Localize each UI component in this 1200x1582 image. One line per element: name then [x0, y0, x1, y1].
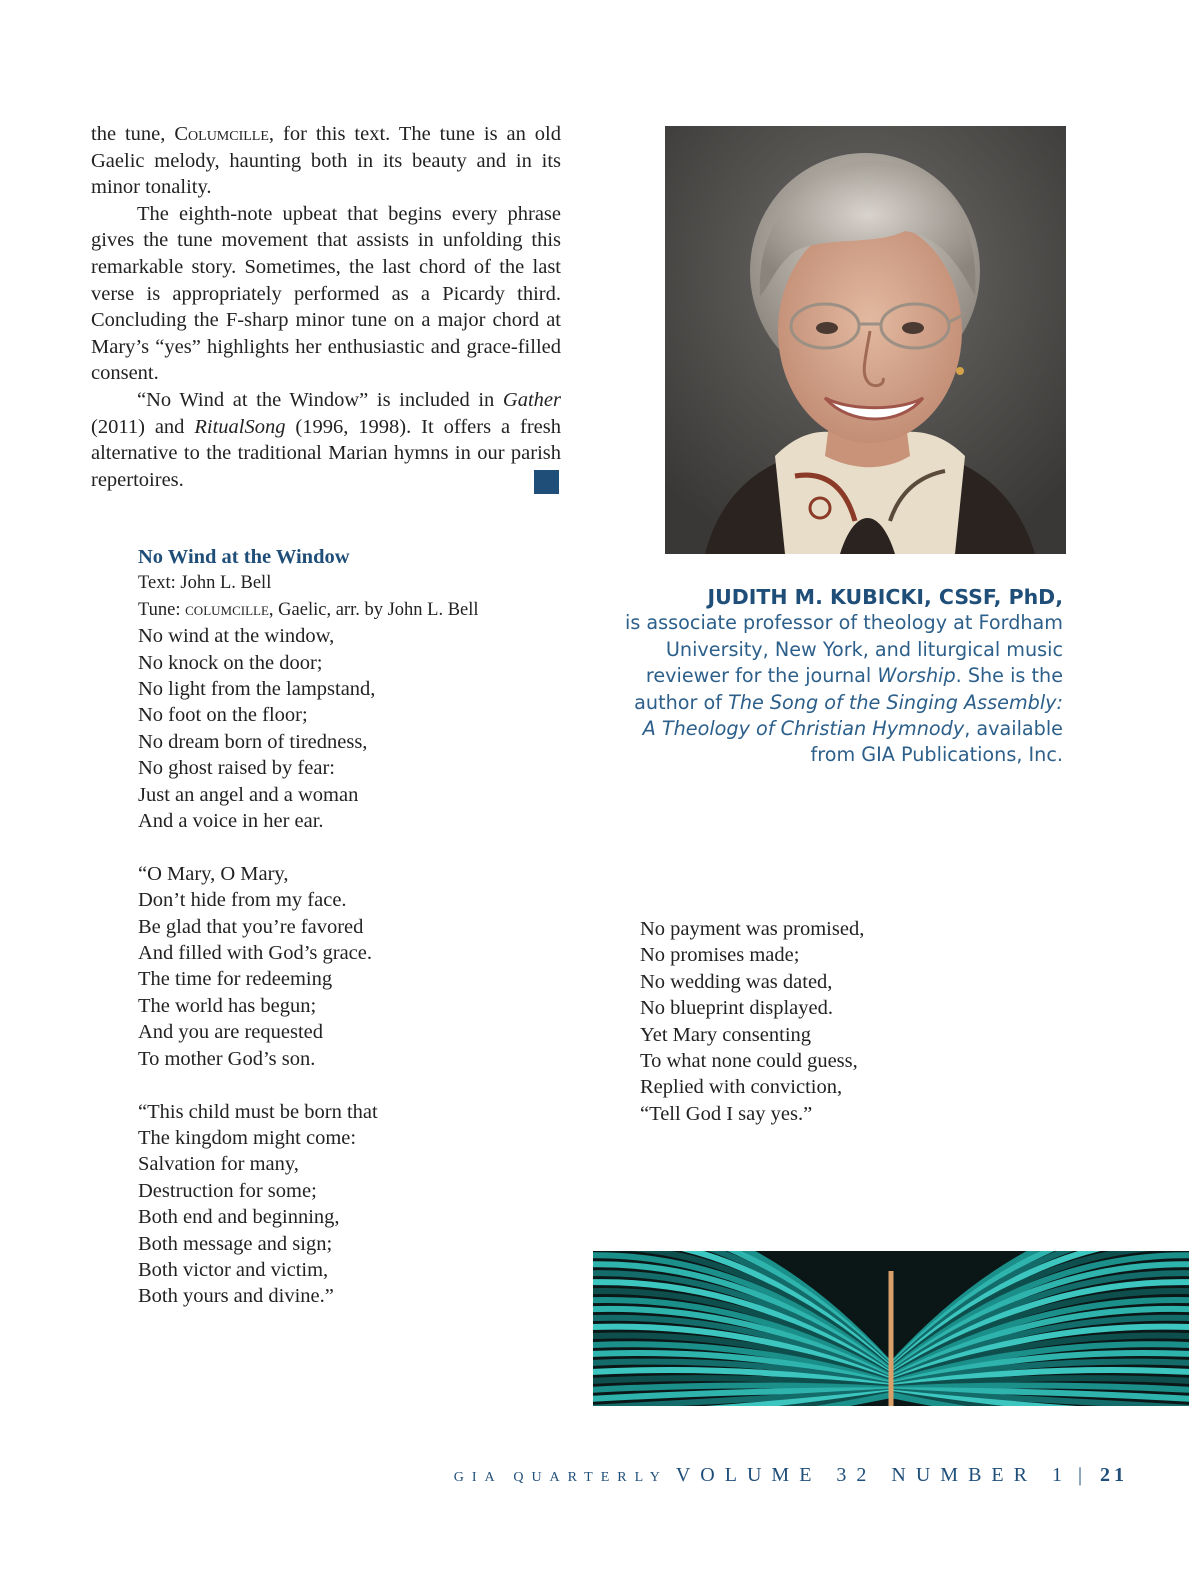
- hymn-line: To mother God’s son.: [138, 1047, 316, 1070]
- hymn-line: Both yours and divine.”: [138, 1285, 334, 1308]
- hymn-line: And filled with God’s grace.: [138, 942, 372, 965]
- gather-title: Gather: [502, 388, 561, 411]
- book-title: The Song of the Singing Assembly: A Theology of Christian Hymnody: [642, 690, 1063, 741]
- hymn-line: Destruction for some;: [138, 1179, 317, 1202]
- hymn-line: No light from the lampstand,: [138, 678, 376, 701]
- author-portrait: [665, 126, 1066, 554]
- hymn-line: The world has begun;: [138, 994, 317, 1017]
- hymn-line: Be glad that you’re favored: [138, 915, 364, 938]
- hymn-line: The kingdom might come:: [138, 1126, 357, 1149]
- hymn-line: Salvation for many,: [138, 1153, 299, 1176]
- hymn-line: “O Mary, O Mary,: [138, 862, 289, 885]
- hymn-line: Both message and sign;: [138, 1232, 333, 1255]
- hymn-title: No Wind at the Window: [138, 546, 350, 568]
- footer-separator: |: [1077, 1464, 1082, 1486]
- article-paragraph-2: The eighth-note upbeat that begins every phrase gives the tune movement that assists in unfolding this remarkable story. Sometimes, the last chord of the last verse is appropriately performed as a Picardy third. Concluding the F-sharp minor tune on a major chord at Mary’s “yes” highlights her enthusiastic and grace-filled consent.: [91, 202, 561, 385]
- hymn-line: Both end and beginning,: [138, 1206, 340, 1229]
- hymn-line: Just an angel and a woman: [138, 783, 359, 806]
- hymn-block: [138, 544, 558, 1336]
- hymn-line: No dream born of tiredness,: [138, 730, 368, 753]
- end-of-article-mark: [534, 470, 559, 494]
- hymn-line: No foot on the floor;: [138, 704, 308, 727]
- hymn-line: Both victor and victim,: [138, 1258, 329, 1281]
- hymn-line: No wind at the window,: [138, 625, 335, 648]
- ritualsong-title: RitualSong: [194, 415, 286, 438]
- hymn-line: “This child must be born that: [138, 1100, 378, 1123]
- hymn-stanza-1: [138, 623, 558, 834]
- article-paragraph-1: the tune, Columcille, for this text. The tune is an old Gaelic melody, haunting both in its beauty and in its minor tonality.: [91, 123, 561, 199]
- hymn-line: No blueprint displayed.: [640, 997, 834, 1020]
- hymn-tune-credit: Tune: columcille, Gaelic, arr. by John L. Bell: [138, 599, 479, 620]
- hymn-line: The time for redeeming: [138, 968, 333, 991]
- palm-leaf-illustration: [593, 1251, 1189, 1406]
- page-number: 21: [1100, 1464, 1128, 1486]
- article-body: [91, 121, 561, 493]
- hymn-line: Replied with conviction,: [640, 1076, 843, 1099]
- hymn-line: And a voice in her ear.: [138, 810, 324, 833]
- page-footer: [454, 1464, 1128, 1487]
- portrait-illustration: [665, 126, 1066, 554]
- hymn-line: No payment was promised,: [640, 918, 865, 940]
- tune-name-smallcaps: Columcille: [174, 123, 269, 145]
- palm-leaf-image: [593, 1251, 1189, 1406]
- hymn-line: Yet Mary consenting: [640, 1023, 812, 1046]
- hymn-line: “Tell God I say yes.”: [640, 1102, 813, 1125]
- magazine-name: GIA QUARTERLY: [453, 1470, 668, 1485]
- author-name: JUDITH M. KUBICKI, CSSF, PhD,: [707, 585, 1063, 609]
- author-description: is associate professor of theology at Fordham University, New York, and liturgical music reviewer for the journal Worship. She is the author of The Song of the Singing Assembly: A Theology of Christian Hymnody, available from GIA Publications, Inc.: [625, 611, 1063, 767]
- hymn-line: To what none could guess,: [640, 1050, 858, 1073]
- hymn-stanza-3: [138, 1099, 558, 1310]
- hymn-line: No wedding was dated,: [640, 970, 833, 993]
- volume-number: VOLUME 32 NUMBER 1: [675, 1464, 1072, 1486]
- author-bio: [620, 584, 1063, 769]
- hymn-line: Don’t hide from my face.: [138, 889, 347, 912]
- hymn-line: No knock on the door;: [138, 651, 323, 674]
- hymn-line: No promises made;: [640, 944, 800, 967]
- hymn-stanza-4: [640, 916, 1020, 1127]
- journal-title: Worship: [877, 664, 956, 688]
- hymn-line: And you are requested: [138, 1021, 324, 1044]
- hymn-text-credit: Text: John L. Bell: [138, 573, 272, 594]
- hymn-line: No ghost raised by fear:: [138, 757, 335, 780]
- hymn-stanza-2: [138, 861, 558, 1072]
- article-paragraph-3: “No Wind at the Window” is included in Gather (2011) and RitualSong (1996, 1998). It offers a fresh alternative to the traditional Marian hymns in our parish repertoires.: [91, 388, 561, 491]
